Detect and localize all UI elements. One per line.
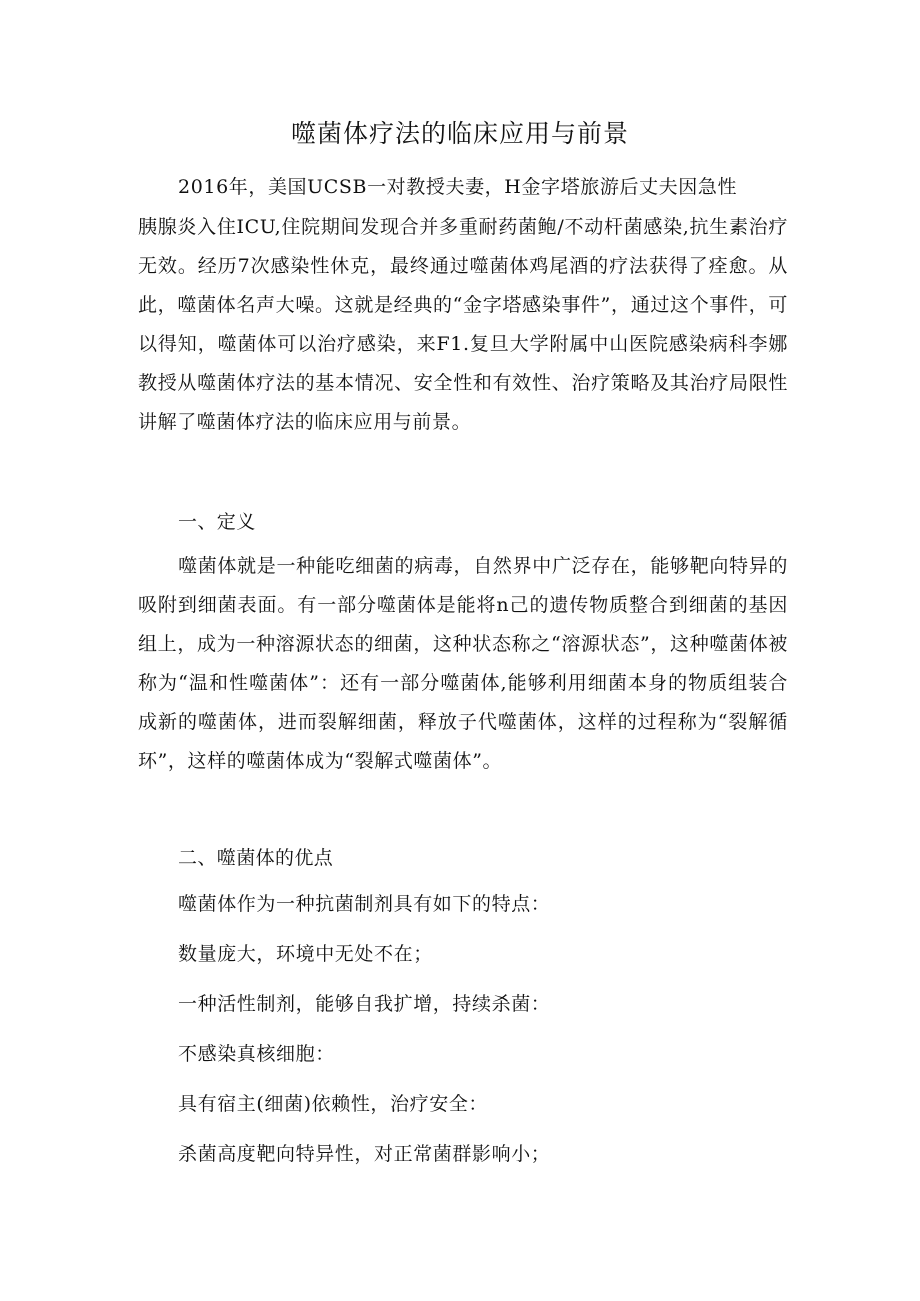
document-title: 噬菌体疗法的临床应用与前景: [290, 119, 629, 148]
advantage-item: 具有宿主(细菌)依赖性，治疗安全：: [178, 1093, 489, 1115]
advantage-item: 数量庞大，环境中无处不在；: [178, 943, 433, 965]
intro-paragraph: 胰腺炎入住ICU,住院期间发现合并多重耐药菌鲍/不动杆菌感染,抗生素治疗无效。经历7次感染性休克，最终通过噬菌体鸡尾酒的疗法获得了痊愈。从此，噬菌体名声大噪。这就是经典的“金字塔感染事件”，通过这个事件，可以得知，噬菌体可以治疗感染，来F1.复旦大学附属中山医院感染病科李娜教授从噬菌体疗法的基本情况、安全性和有效性、治疗策略及其治疗局限性讲解了噬菌体疗法的临床应用与前景。: [138, 216, 788, 433]
advantage-item: 不感染真核细胞：: [178, 1043, 335, 1065]
advantage-item: 一种活性制剂，能够自我扩增，持续杀菌：: [178, 993, 551, 1015]
intro-first-line: 2016年，美国UCSB一对教授夫妻，H金字塔旅游后丈夫因急性: [178, 176, 738, 198]
definition-paragraph: [138, 547, 788, 780]
advantages-lead: 噬菌体作为一种抗菌制剂具有如下的特点：: [178, 893, 551, 915]
section-heading-definition: 一、定义: [178, 511, 256, 533]
definition-text: 噬菌体就是一种能吃细菌的病毒，自然界中广泛存在，能够靶向特异的吸附到细菌表面。有一部分噬菌体是能将n己的遗传物质整合到细菌的基因组上，成为一种溶源状态的细菌，这种状态称之“溶源状态”，这种噬菌体被称为“温和性噬菌体”：还有一部分噬菌体,能够利用细菌本身的物质组装合成新的噬菌体，进而裂解细菌，释放子代噬菌体，这样的过程称为“裂解循环”，这样的噬菌体成为“裂解式噬菌体”。: [138, 555, 788, 772]
advantage-item: 杀菌高度靶向特异性，对正常菌群影响小；: [178, 1143, 551, 1165]
section-heading-advantages: 二、噬菌体的优点: [178, 847, 334, 869]
